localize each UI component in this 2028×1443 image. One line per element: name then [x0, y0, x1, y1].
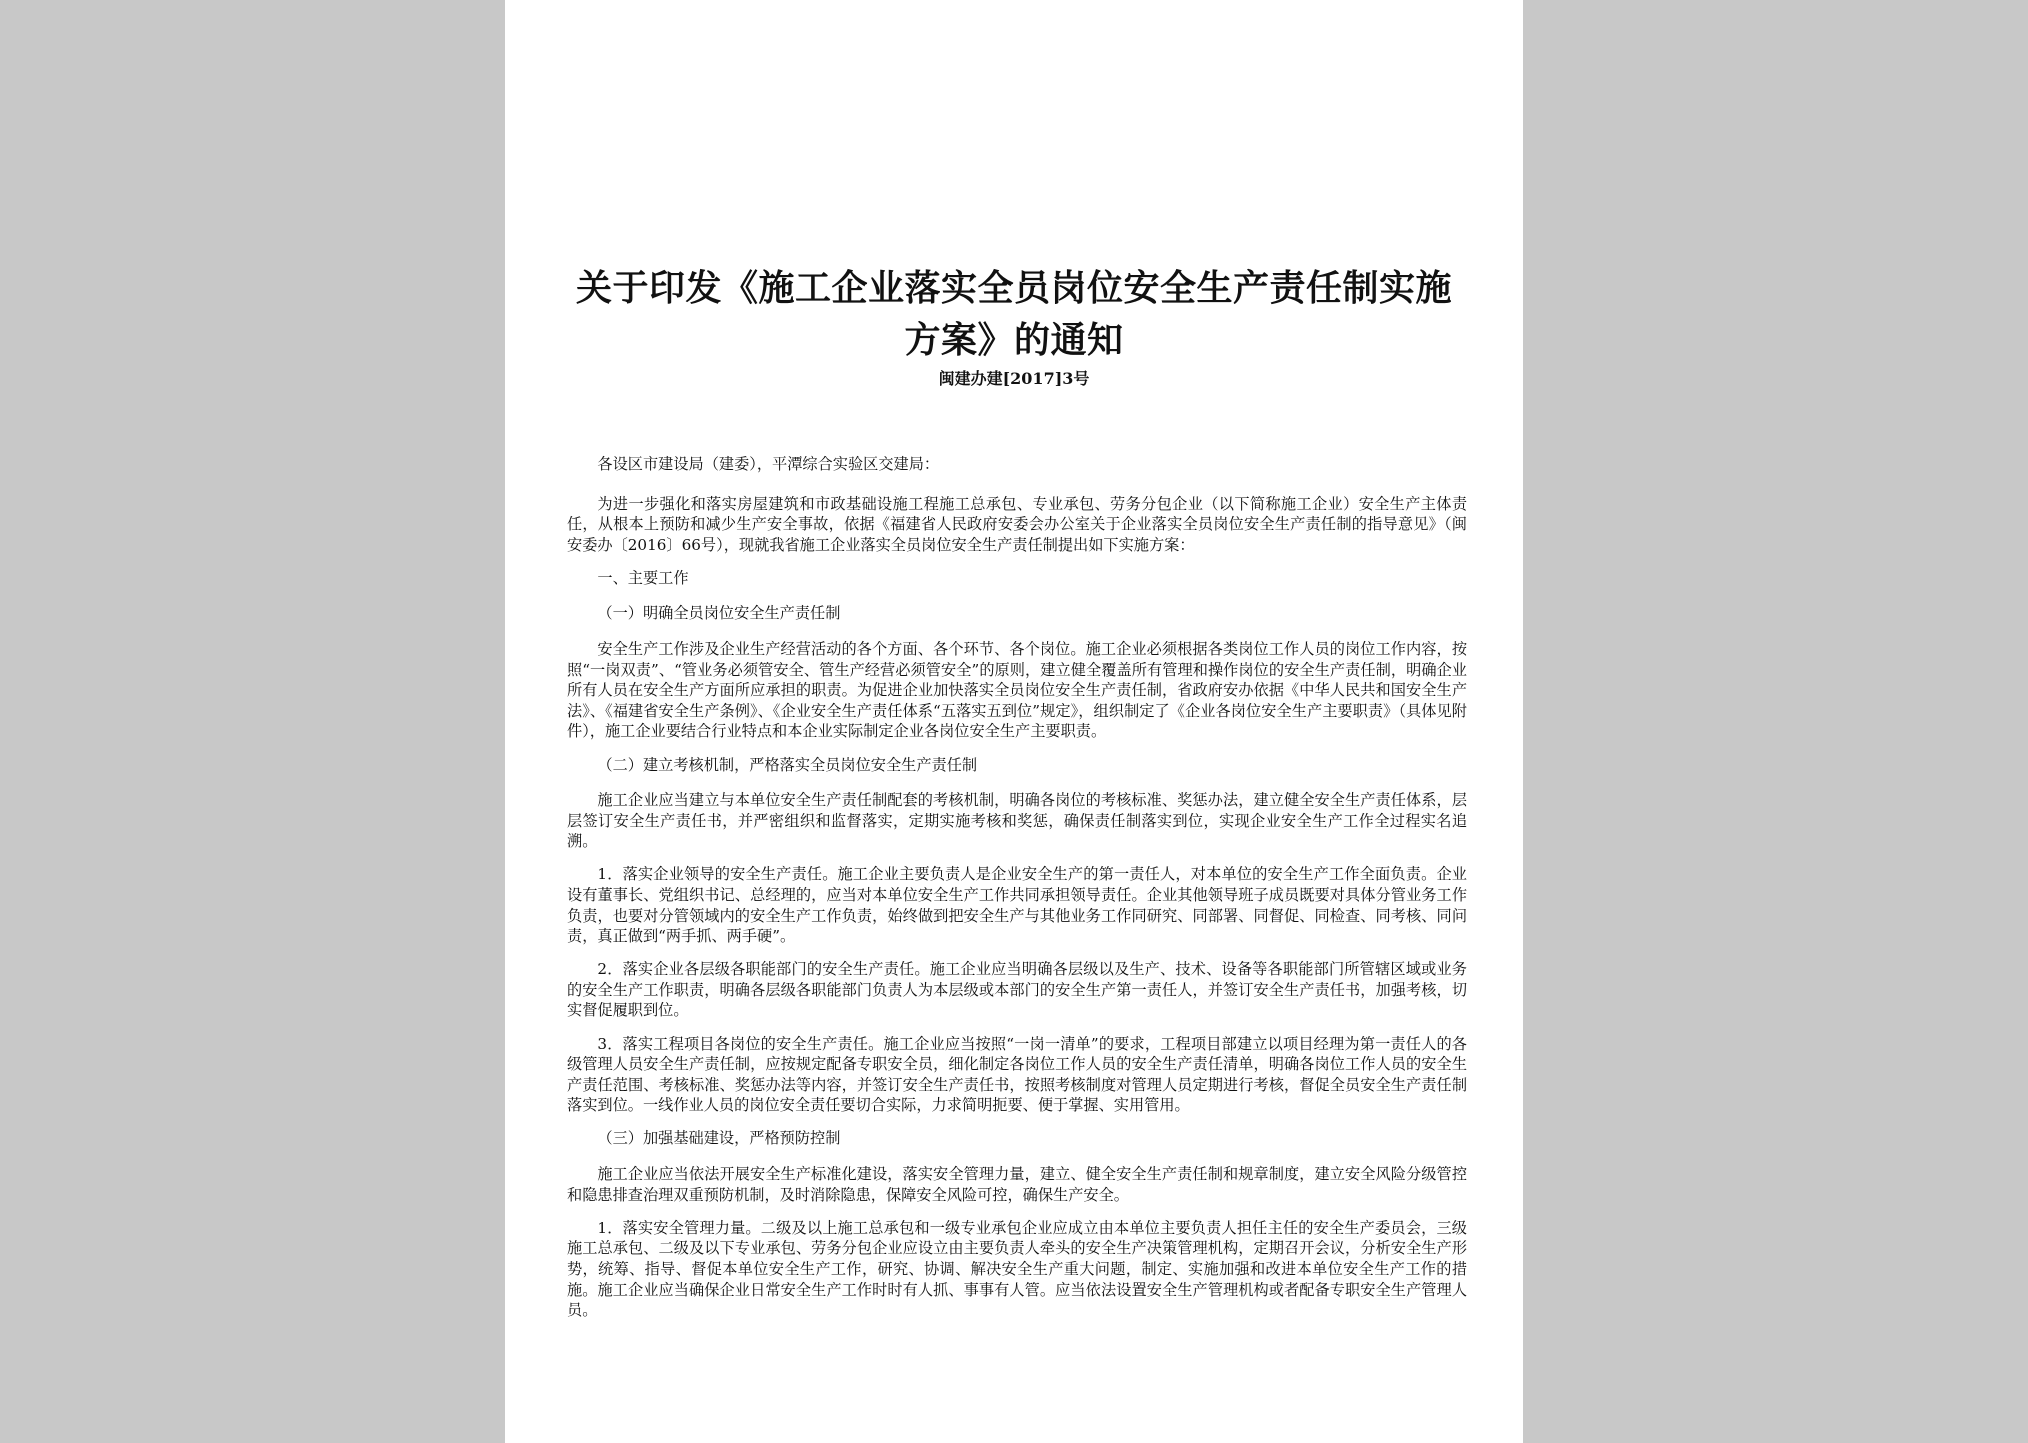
paragraph: 1．落实企业领导的安全生产责任。施工企业主要负责人是企业安全生产的第一责任人，对本单位的安全生产工作全面负责。企业设有董事长、党组织书记、总经理的，应当对本单位安全生产工作共同承担领导责任。企业其他领导班子成员既要对具体分管业务工作负责，也要对分管领域内的安全生产工作负责，始终做到把安全生产与其他业务工作同研究、同部署、同督促、同检查、同考核、同问责，真正做到“两手抓、两手硬”。 [567, 865, 1467, 946]
paragraph: 3．落实工程项目各岗位的安全生产责任。施工企业应当按照“一岗一清单”的要求，工程项目部建立以项目经理为第一责任人的各级管理人员安全生产责任制，应按规定配备专职安全员，细化制定各岗位工作人员的安全生产责任清单，明确各岗位工作人员的安全生产责任范围、考核标准、奖惩办法等内容，并签订安全生产责任书，按照考核制度对管理人员定期进行考核，督促全员安全生产责任制落实到位。一线作业人员的岗位安全责任要切合实际，力求简明扼要、便于掌握、实用管用。 [567, 1034, 1467, 1115]
salutation: 各设区市建设局（建委），平潭综合实验区交建局： [597, 455, 940, 473]
section-heading-1: 一、主要工作 [597, 568, 689, 587]
subsection-heading-3: （三）加强基础建设，严格预防控制 [597, 1129, 841, 1148]
paragraph: 1．落实安全管理力量。二级及以上施工总承包和一级专业承包企业应成立由本单位主要负责人担任主任的安全生产委员会，三级施工总承包、二级及以下专业承包、劳务分包企业应设立由主要负责人牵头的安全生产决策管理机构，定期召开会议，分析安全生产形势，统筹、指导、督促本单位安全生产工作，研究、协调、解决安全生产重大问题，制定、实施加强和改进本单位安全生产工作的措施。施工企业应当确保企业日常安全生产工作时时有人抓、事事有人管。应当依法设置安全生产管理机构或者配备专职安全生产管理人员。 [567, 1218, 1467, 1320]
document-body [567, 454, 1467, 1333]
paragraph: 2．落实企业各层级各职能部门的安全生产责任。施工企业应当明确各层级以及生产、技术、设备等各职能部门所管辖区域或业务的安全生产工作职责，明确各层级各职能部门负责人为本层级或本部门的安全生产第一责任人，并签订安全生产责任书，加强考核，切实督促履职到位。 [567, 960, 1467, 1020]
document-number: 闽建办建[2017]3号 [938, 369, 1090, 388]
paragraph-intro: 为进一步强化和落实房屋建筑和市政基础设施工程施工总承包、专业承包、劳务分包企业（以下简称施工企业）安全生产主体责任，从根本上预防和减少生产安全事故，依据《福建省人民政府安委会办公室关于企业落实全员岗位安全生产责任制的指导意见》（闽安委办〔2016〕66号），现就我省施工企业落实全员岗位安全生产责任制提出如下实施方案： [567, 494, 1467, 554]
subsection-heading-2: （二）建立考核机制，严格落实全员岗位安全生产责任制 [597, 755, 978, 774]
paragraph: 安全生产工作涉及企业生产经营活动的各个方面、各个环节、各个岗位。施工企业必须根据各类岗位工作人员的岗位工作内容，按照“一岗双责”、“管业务必须管安全、管生产经营必须管安全”的原则，建立健全覆盖所有管理和操作岗位的安全生产责任制，明确企业所有人员在安全生产方面所应承担的职责。为促进企业加快落实全员岗位安全生产责任制，省政府安办依据《中华人民共和国安全生产法》、《福建省安全生产条例》、《企业安全生产责任体系“五落实五到位”规定》，组织制定了《企业各岗位安全生产主要职责》（具体见附件），施工企业要结合行业特点和本企业实际制定企业各岗位安全生产主要职责。 [567, 640, 1467, 741]
subsection-heading-1: （一）明确全员岗位安全生产责任制 [597, 604, 841, 623]
document-title [545, 262, 1483, 366]
paragraph: 施工企业应当建立与本单位安全生产责任制配套的考核机制，明确各岗位的考核标准、奖惩办法，建立健全安全生产责任体系，层层签订安全生产责任书，并严密组织和监督落实，定期实施考核和奖惩，确保责任制落实到位，实现企业安全生产工作全过程实名追溯。 [567, 791, 1467, 851]
title-line-2: 方案》的通知 [904, 319, 1124, 361]
title-line-1: 关于印发《施工企业落实全员岗位安全生产责任制实施 [575, 267, 1452, 309]
paragraph: 施工企业应当依法开展安全生产标准化建设，落实安全管理力量，建立、健全安全生产责任制和规章制度，建立安全风险分级管控和隐患排查治理双重预防机制，及时消除隐患，保障安全风险可控，确保生产安全。 [567, 1165, 1467, 1204]
document-page [505, 0, 1523, 1443]
